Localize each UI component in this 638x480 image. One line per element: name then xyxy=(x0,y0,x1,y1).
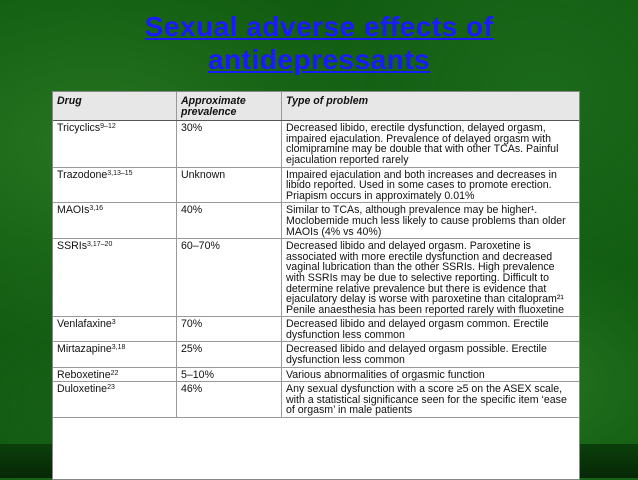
drug-name: MAOIs xyxy=(57,204,90,217)
problem-cell: Various abnormalities of orgasmic function xyxy=(282,367,580,382)
problem-cell: Any sexual dysfunction with a score ≥5 on the ASEX scale, with a statistical significance seen for the specific item ‘ease of orgasm’ in male patients xyxy=(282,382,580,418)
drug-reference: 3,13–15 xyxy=(107,169,133,177)
drug-name: Trazodone xyxy=(57,168,108,181)
title-line-2: antidepressants xyxy=(207,44,431,75)
header-drug: Drug xyxy=(53,92,177,121)
drug-name: Venlafaxine xyxy=(57,318,112,331)
problem-cell: Decreased libido and delayed orgasm common. Erectile dysfunction less common xyxy=(282,317,580,342)
drug-cell xyxy=(53,367,177,382)
problem-cell: Decreased libido and delayed orgasm possible. Erectile dysfunction less common xyxy=(282,342,580,367)
table-row xyxy=(53,239,579,317)
drug-cell xyxy=(53,342,177,367)
drug-name: SSRIs xyxy=(57,240,88,253)
table-row xyxy=(53,121,579,167)
drug-cell xyxy=(53,382,177,418)
problem-cell: Decreased libido, erectile dysfunction, delayed orgasm, impaired ejaculation. Prevalence of delayed orgasm with clomipramine may be double that with other TCAs. Painful ejaculation reported rarely xyxy=(282,121,580,167)
table-row xyxy=(53,317,579,342)
drug-cell xyxy=(53,317,177,342)
prevalence-cell: 5–10% xyxy=(177,367,282,382)
table-row xyxy=(53,167,579,203)
table-row xyxy=(53,382,579,418)
drug-name: Mirtazapine xyxy=(57,343,112,356)
drug-reference: 3 xyxy=(111,319,116,327)
table-header-row xyxy=(53,92,579,121)
drug-reference: 22 xyxy=(110,369,119,377)
drug-reference: 23 xyxy=(107,384,115,392)
drug-cell xyxy=(53,203,177,239)
drug-name: Tricyclics xyxy=(57,122,101,135)
drug-reference: 3,16 xyxy=(89,205,103,213)
table-row xyxy=(53,367,579,382)
table-row xyxy=(53,203,579,239)
prevalence-cell: 25% xyxy=(177,342,282,367)
drug-reference: 9–12 xyxy=(100,123,116,131)
antidepressant-table xyxy=(53,92,579,418)
drug-cell xyxy=(53,167,177,203)
header-prevalence: Approximate prevalence xyxy=(177,92,282,121)
table-container xyxy=(52,91,580,480)
header-problem: Type of problem xyxy=(282,92,580,121)
problem-cell: Similar to TCAs, although prevalence may be higher¹. Moclobemide much less likely to cause problems than older MAOIs (4% vs 40%) xyxy=(282,203,580,239)
drug-cell xyxy=(53,121,177,167)
drug-name: Reboxetine xyxy=(57,368,111,381)
table-row xyxy=(53,342,579,367)
drug-reference: 3,17–20 xyxy=(87,241,113,249)
drug-reference: 3,18 xyxy=(111,344,126,352)
problem-cell: Decreased libido and delayed orgasm. Paroxetine is associated with more erectile dysfunction and decreased vaginal lubrication than the other SSRIs. High prevalence with SSRIs may be due to selective reporting. Difficult to determine relative prevalence but there is evidence that ejaculatory delay is worse with paroxetine than citalopram²¹ Penile anaesthesia has been reported rarely with fluoxetine xyxy=(282,239,580,317)
prevalence-cell: 46% xyxy=(177,382,282,418)
page-title xyxy=(0,10,638,76)
problem-cell: Impaired ejaculation and both increases and decreases in libido reported. Used in some cases to promote erection. Priapism occurs in approximately 0.01% xyxy=(282,167,580,203)
prevalence-cell: 30% xyxy=(177,121,282,167)
prevalence-cell: 60–70% xyxy=(177,239,282,317)
title-line-1: Sexual adverse effects of xyxy=(144,11,494,42)
prevalence-cell: Unknown xyxy=(177,167,282,203)
drug-name: Duloxetine xyxy=(57,383,108,396)
prevalence-cell: 40% xyxy=(177,203,282,239)
drug-cell xyxy=(53,239,177,317)
prevalence-cell: 70% xyxy=(177,317,282,342)
